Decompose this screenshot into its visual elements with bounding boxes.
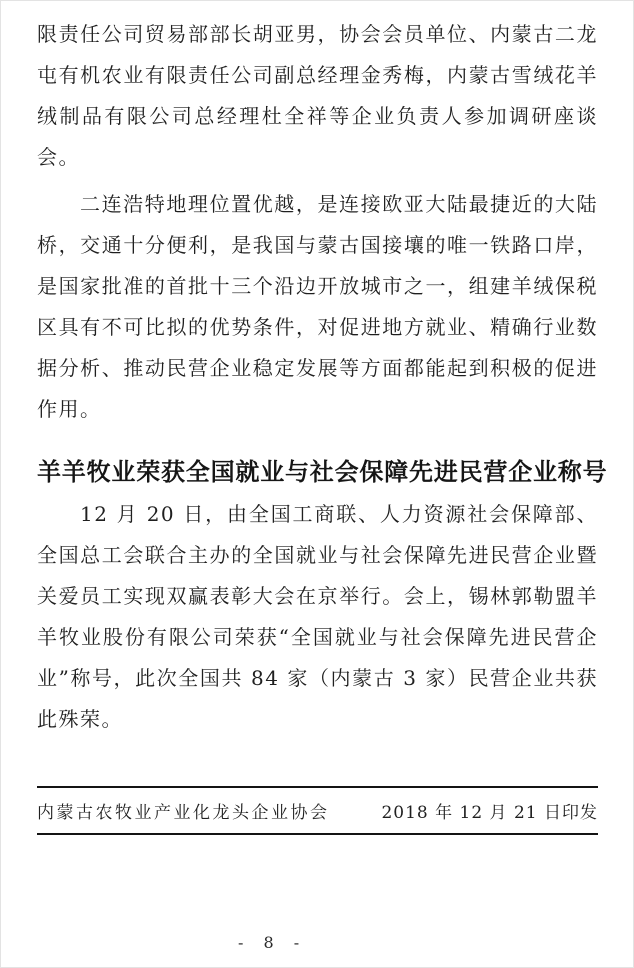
issuer-name: 内蒙古农牧业产业化龙头企业协会 — [37, 803, 330, 823]
issue-date: 2018 年 12 月 21 日印发 — [381, 803, 598, 823]
paragraph-erlianhaote: 二连浩特地理位置优越，是连接欧亚大陆最捷近的大陆桥，交通十分便利，是我国与蒙古国接壤的唯一铁路口岸，是国家批准的首批十三个沿边开放城市之一，组建羊绒保税区具有不可比拟的优势条件，对促进地方就业、精确行业数据分析、推动民营企业稳定发展等方面都能起到积极的促进作用。 — [37, 192, 598, 421]
article-heading: 羊羊牧业荣获全国就业与社会保障先进民营企业称号 — [37, 457, 608, 486]
issue-footer — [37, 786, 598, 835]
page-content — [1, 1, 633, 835]
page-number: - 8 - — [238, 933, 306, 952]
paragraph-continuation: 限责任公司贸易部部长胡亚男，协会会员单位、内蒙古二龙屯有机农业有限责任公司副总经理金秀梅，内蒙古雪绒花羊绒制品有限公司总经理杜全祥等企业负责人参加调研座谈会。 — [37, 22, 598, 169]
paragraph-award-news: 12 月 20 日，由全国工商联、人力资源社会保障部、全国总工会联合主办的全国就业与社会保障先进民营企业暨关爱员工实现双赢表彰大会在京举行。会上，锡林郭勒盟羊羊牧业股份有限公司荣获“全国就业与社会保障先进民营企业”称号，此次全国共 84 家（内蒙古 3 家）民营企业共获此殊荣。 — [37, 502, 598, 731]
